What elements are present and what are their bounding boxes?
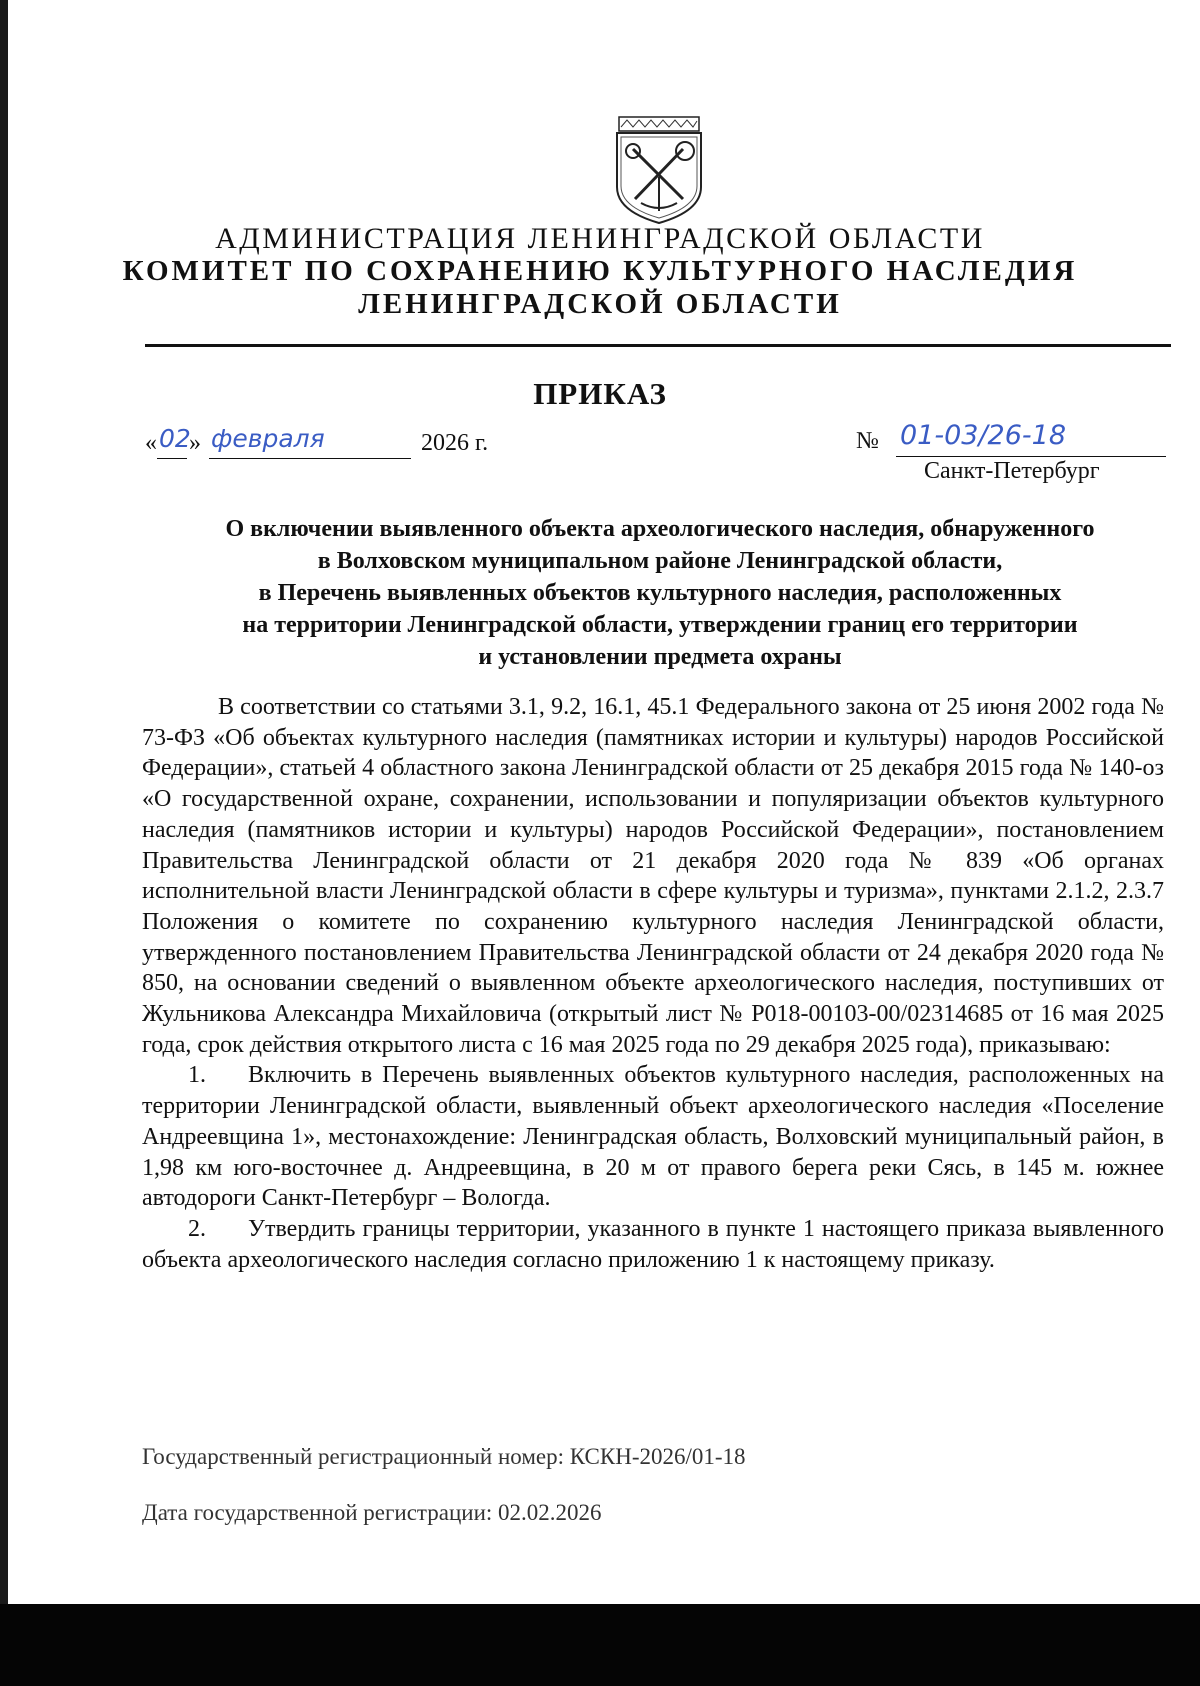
order-date	[145, 422, 505, 466]
scan-edge-bottom	[0, 1604, 1200, 1686]
region-title: ЛЕНИНГРАДСКОЙ ОБЛАСТИ	[358, 288, 842, 320]
date-day: 02	[159, 424, 191, 453]
date-close-quote: »	[189, 430, 201, 456]
order-body	[142, 692, 1164, 1275]
item-number: 2.	[188, 1215, 206, 1242]
subject-line: в Волховском муниципальном районе Ленинградской области,	[317, 548, 1003, 574]
administration-title: АДМИНИСТРАЦИЯ ЛЕНИНГРАДСКОЙ ОБЛАСТИ	[215, 222, 985, 255]
subject-line: О включении выявленного объекта археологического наследия, обнаруженного	[225, 516, 1095, 542]
date-month: февраля	[211, 424, 325, 453]
city: Санкт-Петербург	[924, 458, 1100, 484]
day-underline	[157, 458, 187, 459]
number-label: №	[856, 428, 879, 454]
date-year: 2026 г.	[421, 430, 489, 456]
number-underline	[896, 456, 1166, 457]
order-item	[142, 1214, 1164, 1275]
month-underline	[209, 458, 411, 459]
item-number: 1.	[188, 1062, 206, 1089]
registration-number: Государственный регистрационный номер: КСКН-2026/01-18	[142, 1444, 746, 1469]
coat-of-arms-emblem	[611, 115, 707, 225]
committee-title: КОМИТЕТ ПО СОХРАНЕНИЮ КУЛЬТУРНОГО НАСЛЕДИЯ	[122, 255, 1078, 287]
preamble-paragraph: В соответствии со статьями 3.1, 9.2, 16.1, 45.1 Федерального закона от 25 июня 2002 года № 73-ФЗ «Об объектах культурного наследия (памятниках истории и культуры) народов Российской Федерации», статьей 4 областного закона Ленинградской области от 25 декабря 2015 года № 140-оз «О государственной охране, сохранении, использовании и популяризации объектов культурного наследия (памятников истории и культуры) народов Российской Федерации», постановлением Правительства Ленинградской области от 21 декабря 2020 года № 839 «Об органах исполнительной власти Ленинградской области в сфере культуры и туризма», пунктами 2.1.2, 2.3.7 Положения о комитете по сохранению культурного наследия Ленинградской области, утвержденного постановлением Правительства Ленинградской области от 24 декабря 2020 года № 850, на основании сведений о выявленном объекте археологического наследия, поступивших от Жульникова Александра Михайловича (открытый лист № Р018-00103-00/02314685 от 16 мая 2025 года, срок действия открытого листа с 16 мая 2025 года по 29 декабря 2025 года), приказываю:	[142, 694, 1164, 1058]
subject-line: и установлении предмета охраны	[478, 644, 842, 670]
document-type-title: ПРИКАЗ	[533, 376, 667, 411]
subject-line: на территории Ленинградской области, утверждении границ его территории	[242, 612, 1078, 638]
order-subject	[130, 513, 1190, 673]
date-open-quote: «	[145, 430, 157, 456]
header-divider	[145, 344, 1171, 347]
item-text: Утвердить границы территории, указанного в пункте 1 настоящего приказа выявленного объекта археологического наследия согласно приложению 1 к настоящему приказу.	[142, 1215, 1164, 1273]
registration-date: Дата государственной регистрации: 02.02.2026	[142, 1500, 602, 1525]
subject-line: в Перечень выявленных объектов культурного наследия, расположенных	[258, 580, 1062, 606]
order-item	[142, 1060, 1164, 1214]
number-value: 01-03/26-18	[900, 420, 1067, 451]
item-text: Включить в Перечень выявленных объектов культурного наследия, расположенных на территории Ленинградской области, выявленный объект археологического наследия «Поселение Андреевщина 1», местонахождение: Ленинградская область, Волховский муниципальный район, в 1,98 км юго-восточнее д. Андреевщина, в 20 м от правого берега реки Сясь, в 145 м. южнее автодороги Санкт-Петербург – Вологда.	[142, 1062, 1164, 1212]
